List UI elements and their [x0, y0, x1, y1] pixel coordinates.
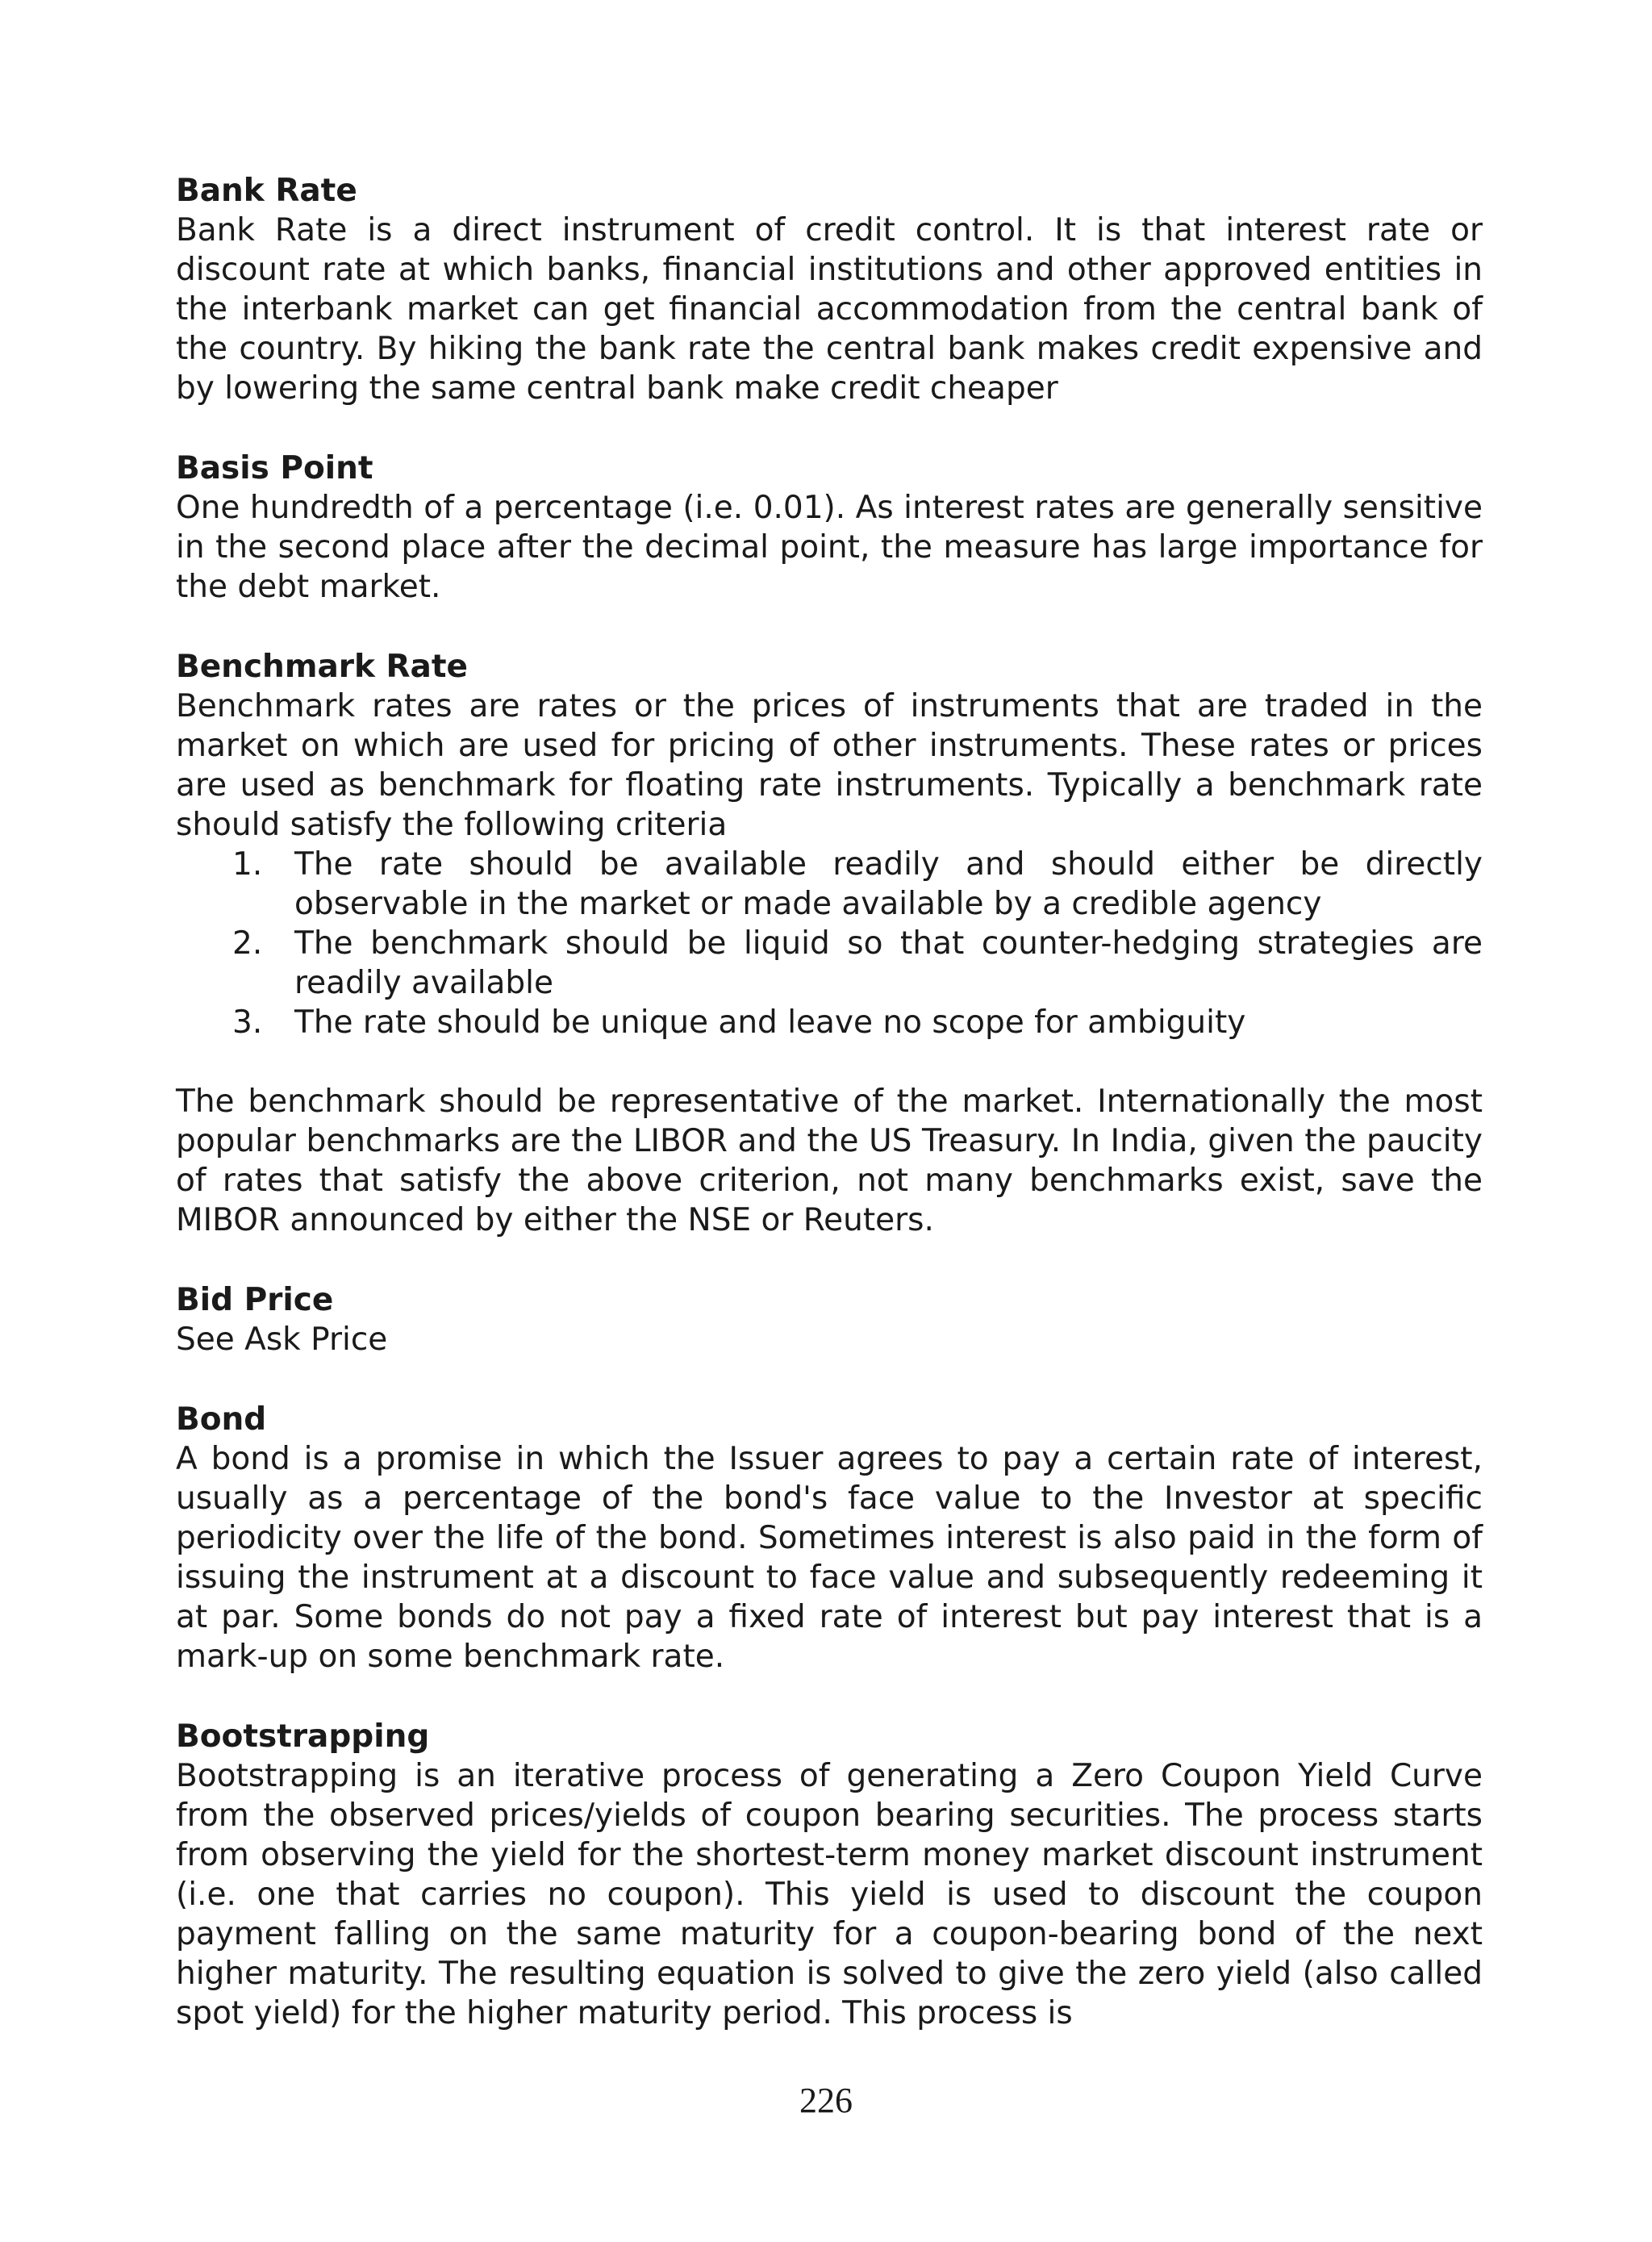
- definition-paragraph: See Ask Price: [176, 1321, 388, 1358]
- definition-paragraph: The benchmark should be representative of the market. Internationally the most popular benchmarks are the LIBOR and the US Treasury. In India, given the paucity of rates that satisfy the above criterion, not many benchmarks exist, save the MIBOR announced by either the NSE or Reuters.: [176, 1083, 1483, 1238]
- list-item: [176, 1003, 1483, 1042]
- entry-bank-rate: [176, 171, 1483, 408]
- entry-bootstrapping: [176, 1717, 1483, 2033]
- term-heading: Bond: [176, 1401, 267, 1438]
- list-item: [176, 845, 1483, 924]
- entry-basis-point: [176, 449, 1483, 607]
- page-number: 226: [799, 2081, 853, 2120]
- entry-benchmark-rate: [176, 647, 1483, 1240]
- glossary-page: [176, 171, 1483, 2073]
- list-text: The benchmark should be liquid so that counter-hedging strategies are readily available: [294, 925, 1483, 1001]
- list-item: [176, 924, 1483, 1003]
- definition-paragraph: One hundredth of a percentage (i.e. 0.01). As interest rates are generally sensitive in the second place after the decimal point, the measure has large importance for the debt market.: [176, 490, 1483, 605]
- term-heading: Basis Point: [176, 450, 373, 486]
- term-heading: Bid Price: [176, 1282, 334, 1318]
- definition-paragraph: A bond is a promise in which the Issuer agrees to pay a certain rate of interest, usually as a percentage of the bond's face value to the Investor at specific periodicity over the life of the bond. Sometimes interest is also paid in the form of issuing the instrument at a discount to face value and subsequently redeeming it at par. Some bonds do not pay a fixed rate of interest but pay interest that is a mark-up on some benchmark rate.: [176, 1441, 1483, 1675]
- list-number: 1.: [232, 846, 263, 883]
- term-heading: Benchmark Rate: [176, 649, 468, 685]
- list-text: The rate should be unique and leave no scope for ambiguity: [294, 1004, 1246, 1041]
- list-text: The rate should be available readily and should either be directly observable in the market or made available by a credible agency: [294, 846, 1483, 922]
- term-heading: Bootstrapping: [176, 1718, 430, 1755]
- entry-bid-price: [176, 1280, 1483, 1359]
- entry-bond: [176, 1400, 1483, 1676]
- definition-paragraph: Bootstrapping is an iterative process of generating a Zero Coupon Yield Curve from the observed prices/yields of coupon bearing securities. The process starts from observing the yield for the shortest-term money market discount instrument (i.e. one that carries no coupon). This yield is used to discount the coupon payment falling on the same maturity for a coupon-bearing bond of the next higher maturity. The resulting equation is solved to give the zero yield (also called spot yield) for the higher maturity period. This process is: [176, 1758, 1483, 2031]
- definition-paragraph: Benchmark rates are rates or the prices of instruments that are traded in the market on which are used for pricing of other instruments. These rates or prices are used as benchmark for floating rate instruments. Typically a benchmark rate should satisfy the following criteria: [176, 688, 1483, 843]
- list-number: 3.: [232, 1004, 263, 1041]
- definition-paragraph: Bank Rate is a direct instrument of credit control. It is that interest rate or discount rate at which banks, financial institutions and other approved entities in the interbank market can get financial accommodation from the central bank of the country. By hiking the bank rate the central bank makes credit expensive and by lowering the same central bank make credit cheaper: [176, 212, 1483, 407]
- list-number: 2.: [232, 925, 263, 962]
- criteria-list: [176, 845, 1483, 1042]
- term-heading: Bank Rate: [176, 173, 357, 209]
